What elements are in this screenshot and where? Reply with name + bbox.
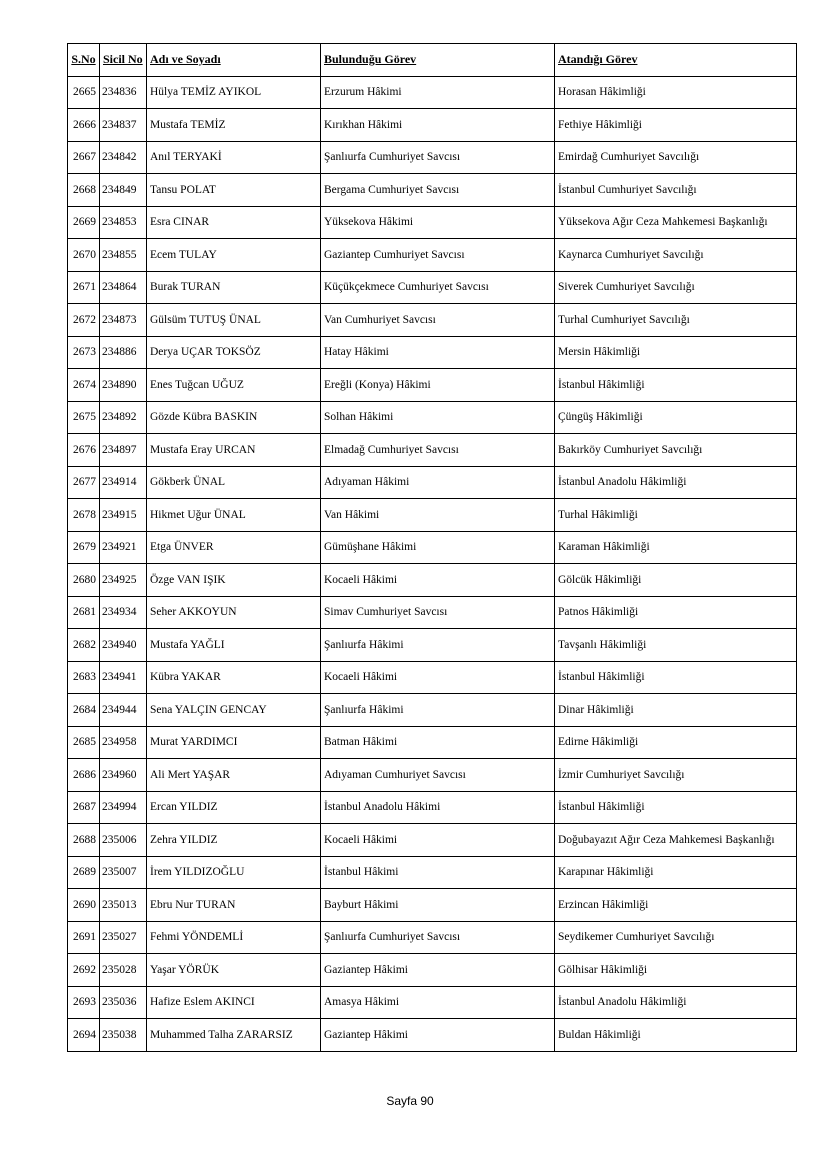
cell-full-name: Kübra YAKAR [147,661,321,694]
cell-full-name: Gökberk ÜNAL [147,466,321,499]
cell-current-post: Gaziantep Hâkimi [321,954,555,987]
cell-current-post: Ereğli (Konya) Hâkimi [321,369,555,402]
cell-full-name: Ercan YILDIZ [147,791,321,824]
table-row [68,954,797,987]
cell-sequence-number: 2668 [68,174,100,207]
cell-assigned-post: İzmir Cumhuriyet Savcılığı [555,759,797,792]
table-row [68,499,797,532]
cell-registry-number: 234836 [100,76,147,109]
cell-sequence-number: 2691 [68,921,100,954]
table-row [68,564,797,597]
cell-sequence-number: 2694 [68,1019,100,1052]
cell-registry-number: 234941 [100,661,147,694]
cell-current-post: Van Hâkimi [321,499,555,532]
cell-sequence-number: 2692 [68,954,100,987]
cell-full-name: Mustafa TEMİZ [147,109,321,142]
cell-registry-number: 234873 [100,304,147,337]
cell-current-post: Adıyaman Hâkimi [321,466,555,499]
cell-sequence-number: 2687 [68,791,100,824]
cell-assigned-post: Karapınar Hâkimliği [555,856,797,889]
cell-sequence-number: 2669 [68,206,100,239]
cell-current-post: Solhan Hâkimi [321,401,555,434]
cell-registry-number: 234944 [100,694,147,727]
cell-full-name: Zehra YILDIZ [147,824,321,857]
cell-registry-number: 235027 [100,921,147,954]
table-row [68,369,797,402]
cell-assigned-post: Seydikemer Cumhuriyet Savcılığı [555,921,797,954]
cell-registry-number: 234897 [100,434,147,467]
cell-assigned-post: Kaynarca Cumhuriyet Savcılığı [555,239,797,272]
cell-registry-number: 234958 [100,726,147,759]
table-row [68,76,797,109]
assignment-table [67,43,797,1052]
table-row [68,661,797,694]
cell-assigned-post: Emirdağ Cumhuriyet Savcılığı [555,141,797,174]
cell-full-name: Gözde Kübra BASKIN [147,401,321,434]
cell-current-post: Batman Hâkimi [321,726,555,759]
cell-assigned-post: Turhal Cumhuriyet Savcılığı [555,304,797,337]
cell-registry-number: 234960 [100,759,147,792]
cell-sequence-number: 2679 [68,531,100,564]
cell-full-name: Murat YARDIMCI [147,726,321,759]
table-row [68,174,797,207]
cell-registry-number: 234921 [100,531,147,564]
table-row [68,109,797,142]
cell-current-post: Simav Cumhuriyet Savcısı [321,596,555,629]
cell-assigned-post: İstanbul Hâkimliği [555,369,797,402]
cell-sequence-number: 2684 [68,694,100,727]
cell-sequence-number: 2682 [68,629,100,662]
cell-sequence-number: 2666 [68,109,100,142]
cell-current-post: Şanlıurfa Cumhuriyet Savcısı [321,141,555,174]
cell-assigned-post: Horasan Hâkimliği [555,76,797,109]
cell-assigned-post: Fethiye Hâkimliği [555,109,797,142]
table-row [68,726,797,759]
cell-sequence-number: 2690 [68,889,100,922]
cell-sequence-number: 2681 [68,596,100,629]
header-assigned-post: Atandığı Görev [555,44,797,77]
cell-assigned-post: Buldan Hâkimliği [555,1019,797,1052]
table-row [68,271,797,304]
cell-sequence-number: 2693 [68,986,100,1019]
table-row [68,434,797,467]
cell-full-name: Enes Tuğcan UĞUZ [147,369,321,402]
cell-registry-number: 234849 [100,174,147,207]
cell-registry-number: 235036 [100,986,147,1019]
cell-assigned-post: Erzincan Hâkimliği [555,889,797,922]
table-row [68,596,797,629]
cell-current-post: Van Cumhuriyet Savcısı [321,304,555,337]
cell-sequence-number: 2675 [68,401,100,434]
table-row [68,986,797,1019]
cell-current-post: Küçükçekmece Cumhuriyet Savcısı [321,271,555,304]
cell-sequence-number: 2685 [68,726,100,759]
cell-sequence-number: 2665 [68,76,100,109]
table-row [68,889,797,922]
cell-current-post: Kocaeli Hâkimi [321,564,555,597]
cell-assigned-post: Çüngüş Hâkimliği [555,401,797,434]
header-full-name: Adı ve Soyadı [147,44,321,77]
cell-full-name: Ali Mert YAŞAR [147,759,321,792]
cell-assigned-post: İstanbul Cumhuriyet Savcılığı [555,174,797,207]
cell-registry-number: 234925 [100,564,147,597]
cell-current-post: Kırıkhan Hâkimi [321,109,555,142]
cell-registry-number: 235007 [100,856,147,889]
cell-registry-number: 234842 [100,141,147,174]
cell-current-post: Kocaeli Hâkimi [321,661,555,694]
cell-registry-number: 234837 [100,109,147,142]
table-row [68,304,797,337]
cell-assigned-post: Karaman Hâkimliği [555,531,797,564]
header-sequence-number: S.No [68,44,100,77]
cell-current-post: Şanlıurfa Hâkimi [321,694,555,727]
table-row [68,141,797,174]
cell-assigned-post: Dinar Hâkimliği [555,694,797,727]
table-row [68,1019,797,1052]
cell-assigned-post: Gölcük Hâkimliği [555,564,797,597]
cell-assigned-post: Yüksekova Ağır Ceza Mahkemesi Başkanlığı [555,206,797,239]
cell-registry-number: 234886 [100,336,147,369]
cell-sequence-number: 2678 [68,499,100,532]
cell-current-post: Gaziantep Hâkimi [321,1019,555,1052]
cell-assigned-post: İstanbul Anadolu Hâkimliği [555,466,797,499]
cell-registry-number: 234864 [100,271,147,304]
cell-sequence-number: 2683 [68,661,100,694]
cell-full-name: Hafize Eslem AKINCI [147,986,321,1019]
cell-current-post: Elmadağ Cumhuriyet Savcısı [321,434,555,467]
cell-registry-number: 235006 [100,824,147,857]
cell-sequence-number: 2674 [68,369,100,402]
cell-assigned-post: Doğubayazıt Ağır Ceza Mahkemesi Başkanlığı [555,824,797,857]
cell-full-name: Muhammed Talha ZARARSIZ [147,1019,321,1052]
table-row [68,856,797,889]
cell-current-post: Bayburt Hâkimi [321,889,555,922]
cell-assigned-post: Mersin Hâkimliği [555,336,797,369]
cell-current-post: Amasya Hâkimi [321,986,555,1019]
cell-registry-number: 234940 [100,629,147,662]
cell-registry-number: 235013 [100,889,147,922]
page-number: Sayfa 90 [386,1094,434,1108]
cell-sequence-number: 2677 [68,466,100,499]
cell-assigned-post: Edirne Hâkimliği [555,726,797,759]
cell-current-post: Hatay Hâkimi [321,336,555,369]
table-row [68,759,797,792]
table-row [68,531,797,564]
cell-current-post: Şanlıurfa Cumhuriyet Savcısı [321,921,555,954]
cell-full-name: Gülsüm TUTUŞ ÜNAL [147,304,321,337]
cell-registry-number: 234934 [100,596,147,629]
cell-full-name: İrem YILDIZOĞLU [147,856,321,889]
header-registry-number: Sicil No [100,44,147,77]
table-row [68,239,797,272]
cell-full-name: Ecem TULAY [147,239,321,272]
cell-registry-number: 235028 [100,954,147,987]
cell-full-name: Sena YALÇIN GENCAY [147,694,321,727]
cell-assigned-post: İstanbul Hâkimliği [555,791,797,824]
cell-registry-number: 234915 [100,499,147,532]
cell-full-name: Anıl TERYAKİ [147,141,321,174]
cell-current-post: İstanbul Anadolu Hâkimi [321,791,555,824]
cell-current-post: Bergama Cumhuriyet Savcısı [321,174,555,207]
cell-current-post: Gümüşhane Hâkimi [321,531,555,564]
cell-current-post: Şanlıurfa Hâkimi [321,629,555,662]
cell-current-post: Gaziantep Cumhuriyet Savcısı [321,239,555,272]
table-body [68,76,797,1051]
cell-full-name: Burak TURAN [147,271,321,304]
cell-current-post: Yüksekova Hâkimi [321,206,555,239]
cell-assigned-post: İstanbul Anadolu Hâkimliği [555,986,797,1019]
table-row [68,336,797,369]
cell-full-name: Derya UÇAR TOKSÖZ [147,336,321,369]
table-row [68,791,797,824]
cell-sequence-number: 2672 [68,304,100,337]
cell-full-name: Hülya TEMİZ AYIKOL [147,76,321,109]
table-row [68,206,797,239]
cell-sequence-number: 2671 [68,271,100,304]
cell-full-name: Özge VAN IŞIK [147,564,321,597]
cell-registry-number: 234914 [100,466,147,499]
cell-sequence-number: 2667 [68,141,100,174]
cell-current-post: İstanbul Hâkimi [321,856,555,889]
table-row [68,401,797,434]
cell-sequence-number: 2686 [68,759,100,792]
cell-current-post: Adıyaman Cumhuriyet Savcısı [321,759,555,792]
cell-current-post: Kocaeli Hâkimi [321,824,555,857]
cell-assigned-post: Siverek Cumhuriyet Savcılığı [555,271,797,304]
cell-registry-number: 234994 [100,791,147,824]
cell-registry-number: 234892 [100,401,147,434]
cell-full-name: Esra CINAR [147,206,321,239]
cell-full-name: Mustafa Eray URCAN [147,434,321,467]
cell-full-name: Hikmet Uğur ÜNAL [147,499,321,532]
cell-registry-number: 234853 [100,206,147,239]
table-row [68,921,797,954]
cell-sequence-number: 2670 [68,239,100,272]
cell-full-name: Fehmi YÖNDEMLİ [147,921,321,954]
cell-full-name: Tansu POLAT [147,174,321,207]
table-row [68,629,797,662]
cell-sequence-number: 2688 [68,824,100,857]
table-header-row [68,44,797,77]
cell-full-name: Mustafa YAĞLI [147,629,321,662]
cell-assigned-post: İstanbul Hâkimliği [555,661,797,694]
cell-registry-number: 234890 [100,369,147,402]
table-row [68,466,797,499]
table-row [68,694,797,727]
cell-full-name: Ebru Nur TURAN [147,889,321,922]
cell-current-post: Erzurum Hâkimi [321,76,555,109]
cell-assigned-post: Patnos Hâkimliği [555,596,797,629]
cell-full-name: Etga ÜNVER [147,531,321,564]
cell-assigned-post: Gölhisar Hâkimliği [555,954,797,987]
cell-registry-number: 235038 [100,1019,147,1052]
cell-assigned-post: Turhal Hâkimliği [555,499,797,532]
cell-full-name: Yaşar YÖRÜK [147,954,321,987]
cell-sequence-number: 2676 [68,434,100,467]
cell-sequence-number: 2680 [68,564,100,597]
cell-sequence-number: 2689 [68,856,100,889]
cell-registry-number: 234855 [100,239,147,272]
cell-assigned-post: Bakırköy Cumhuriyet Savcılığı [555,434,797,467]
header-current-post: Bulunduğu Görev [321,44,555,77]
cell-full-name: Seher AKKOYUN [147,596,321,629]
table-row [68,824,797,857]
cell-assigned-post: Tavşanlı Hâkimliği [555,629,797,662]
cell-sequence-number: 2673 [68,336,100,369]
